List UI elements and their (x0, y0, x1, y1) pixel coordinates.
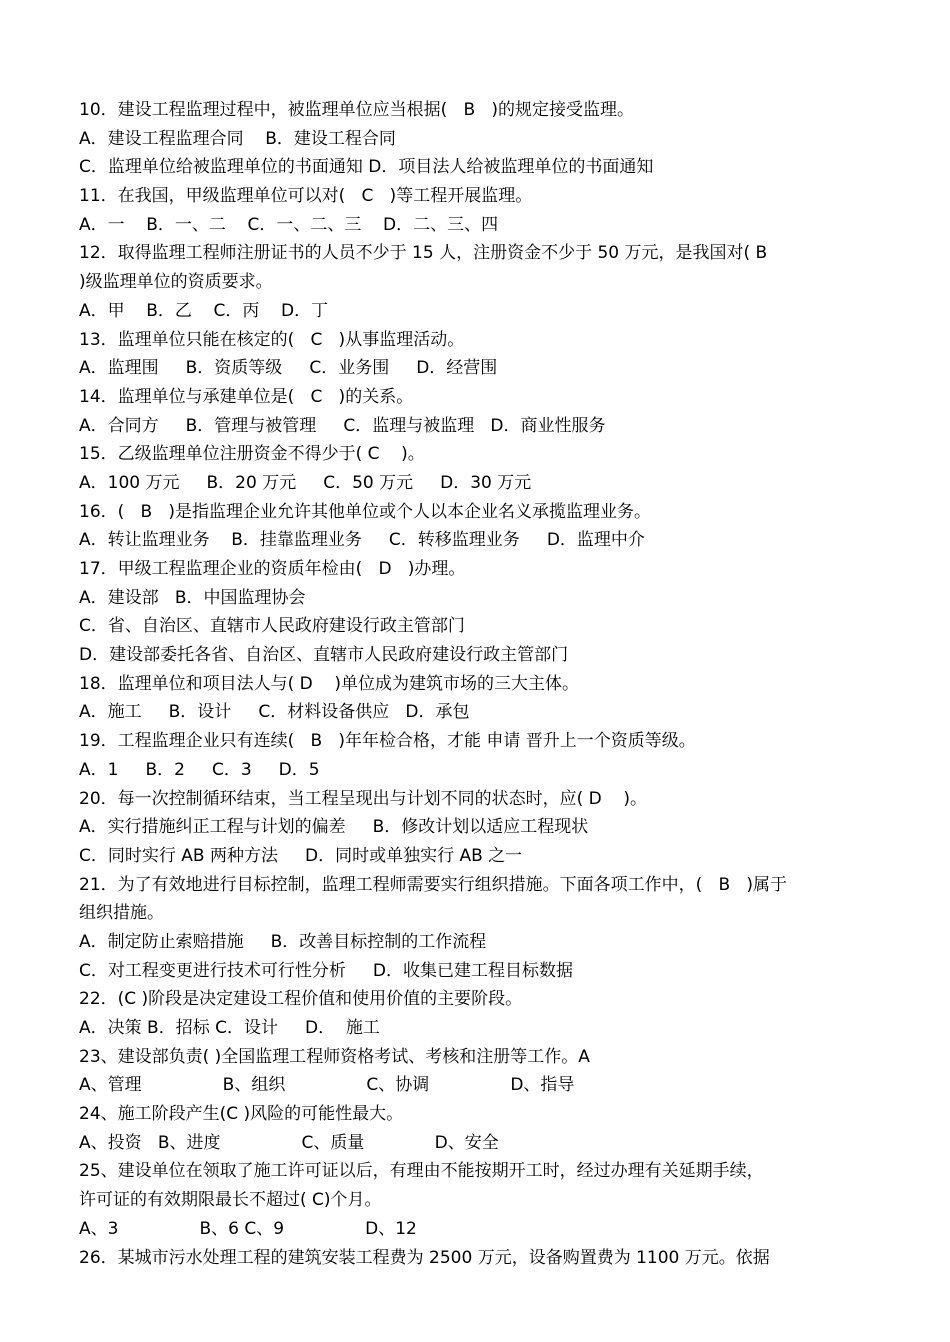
options-12: A．甲 B．乙 C．丙 D．丁 (79, 300, 329, 321)
question-16: 16．( B )是指监理企业允许其他单位或个人以本企业名义承揽监理业务。 (79, 501, 651, 522)
question-13: 13．监理单位只能在核定的( C )从事监理活动。 (79, 329, 465, 350)
options-14: A．合同方 B．管理与被管理 C．监理与被监理 D．商业性服务 (79, 415, 606, 436)
options-23: A、管理 B、组织 C、协调 D、指导 (79, 1075, 575, 1096)
options-21-cd: C．对工程变更进行技术可行性分析 D．收集已建工程目标数据 (79, 960, 573, 981)
options-17-ab: A．建设部 B．中国监理协会 (79, 587, 306, 608)
options-16: A．转让监理业务 B．挂靠监理业务 C．转移监理业务 D．监理中介 (79, 530, 645, 551)
question-15: 15．乙级监理单位注册资金不得少于( C )。 (79, 444, 425, 465)
question-21: 21．为了有效地进行目标控制，监理工程师需要实行组织措施。下面各项工作中，( B )属于 (79, 874, 787, 895)
question-19: 19．工程监理企业只有连续( B )年年检合格，才能 申请 晋升上一个资质等级。 (79, 731, 696, 752)
question-25: 25、建设单位在领取了施工许可证以后，有理由不能按期开工时，经过办理有关延期手续， (79, 1161, 764, 1182)
options-22: A．决策 B．招标 C．设计 D． 施工 (79, 1018, 380, 1038)
options-17-d: D．建设部委托各省、自治区、直辖市人民政府建设行政主管部门 (79, 645, 569, 666)
question-26: 26．某城市污水处理工程的建筑安装工程费为 2500 万元，设备购置费为 1100 万元。依据 (79, 1247, 770, 1268)
options-19: A．1 B．2 C．3 D．5 (79, 759, 320, 780)
question-12: 12．取得监理工程师注册证书的人员不少于 15 人，注册资金不少于 50 万元，是我国对( B (79, 243, 768, 264)
question-12-cont: )级监理单位的资质要求。 (79, 272, 273, 293)
question-20: 20．每一次控制循环结束，当工程呈现出与计划不同的状态时，应( D )。 (79, 788, 648, 809)
options-20-cd: C．同时实行 AB 两种方法 D．同时或单独实行 AB 之一 (79, 845, 523, 866)
options-21-ab: A．制定防止索赔措施 B．改善目标控制的工作流程 (79, 931, 487, 952)
question-17: 17．甲级工程监理企业的资质年检由( D )办理。 (79, 559, 466, 579)
document-body (79, 96, 879, 1272)
question-14: 14．监理单位与承建单位是( C )的关系。 (79, 386, 414, 407)
question-21-cont: 组织措施。 (79, 903, 164, 924)
question-23: 23、建设部负责( )全国监理工程师资格考试、考核和注册等工作。A (79, 1046, 590, 1067)
options-18: A．施工 B．设计 C．材料设备供应 D．承包 (79, 702, 470, 723)
options-10-cd: C．监理单位给被监理单位的书面通知 D．项目法人给被监理单位的书面通知 (79, 157, 654, 178)
options-24: A、投资 B、进度 C、质量 D、安全 (79, 1132, 499, 1153)
question-24: 24、施工阶段产生(C )风险的可能性最大。 (79, 1104, 404, 1125)
question-11: 11．在我国，甲级监理单位可以对( C )等工程开展监理。 (79, 186, 533, 207)
options-20-ab: A．实行措施纠正工程与计划的偏差 B．修改计划以适应工程现状 (79, 817, 589, 838)
options-17-c: C．省、自治区、直辖市人民政府建设行政主管部门 (79, 616, 465, 637)
question-18: 18．监理单位和项目法人与( D )单位成为建筑市场的三大主体。 (79, 673, 580, 694)
question-10: 10．建设工程监理过程中，被监理单位应当根据( B )的规定接受监理。 (79, 100, 634, 120)
question-22: 22．(C )阶段是决定建设工程价值和使用价值的主要阶段。 (79, 989, 523, 1010)
options-15: A．100 万元 B．20 万元 C．50 万元 D．30 万元 (79, 472, 532, 493)
options-10-ab: A．建设工程监理合同 B．建设工程合同 (79, 128, 396, 149)
options-11: A．一 B．一、二 C．一、二、三 D．二、三、四 (79, 214, 499, 235)
question-25-cont: 许可证的有效期限最长不超过( C)个月。 (79, 1190, 382, 1211)
options-13: A．监理围 B．资质等级 C．业务围 D．经营围 (79, 358, 498, 379)
options-25: A、3 B、6 C、9 D、12 (79, 1218, 417, 1239)
